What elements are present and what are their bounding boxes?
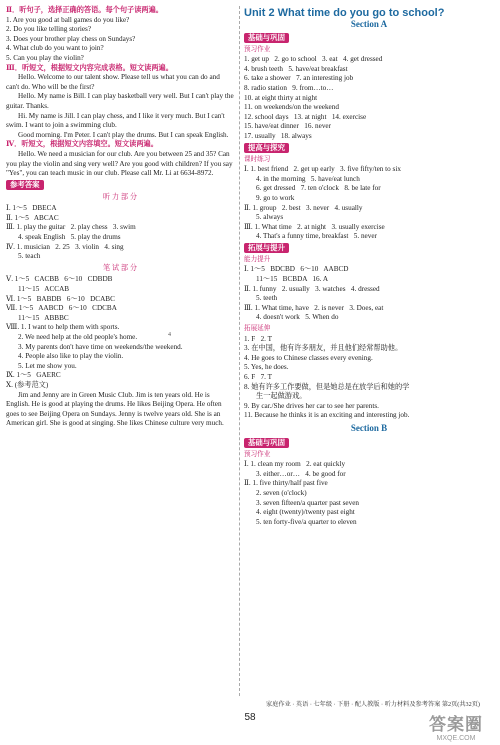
answer-line: Ⅲ. 1. What time, have 2. is never 3. Does, eat <box>244 303 384 312</box>
answer-line: 3. either…or… 4. be good for <box>256 469 346 478</box>
answer-line: Ⅱ. 1～5 ABCAC <box>6 213 59 222</box>
answer-line: 预习作业 <box>244 450 271 458</box>
answer-line: 5. Yes, he does. <box>244 363 289 372</box>
answer-line: Ⅲ. 1. play the guitar 2. play chess 3. swim <box>6 223 136 232</box>
answer-line: 11. Because he thinks it is an exciting and interesting job. <box>244 411 410 420</box>
answer-line: Ⅶ. 1～5 AABCD 6～10 CDCBA <box>6 304 117 313</box>
answer-line: Ⅲ. 1. What time 2. at night 3. usually exercise <box>244 222 385 231</box>
answer-line: 11～15 ABBBC <box>18 313 69 322</box>
answer-line: Ⅱ. 1. funny 2. usually 3. watches 4. dressed <box>244 284 380 293</box>
answer-line: 生一起做游戏。 <box>256 392 307 401</box>
section-badge: 提高与探究 <box>244 143 289 153</box>
answer-line: 6. get dressed 7. ten o'clock 8. be late for <box>256 184 381 193</box>
answer-line: 15. have/eat dinner 16. never <box>244 122 332 131</box>
answer-line: 8. 她有许多工作要做，但是她总是在放学后和她的学 <box>244 382 410 391</box>
answer-line: 6. F 7. T <box>244 373 273 381</box>
answer-line: 8. radio station 9. from…to… <box>244 83 334 92</box>
answer-line: Ⅰ. 1. clean my room 2. eat quickly <box>244 460 346 469</box>
answer-line: 4. He goes to Chinese classes every evening. <box>244 353 373 362</box>
section-b-answers <box>244 437 494 528</box>
answer-line: 1. get up 2. go to school 3. eat 4. get dressed <box>244 55 383 64</box>
watermark-logo <box>416 710 496 742</box>
answer-line: 听 力 部 分 <box>102 192 138 201</box>
answer-line: Good morning. I'm Peter. I can't play the drums. But I can speak English. <box>18 130 229 139</box>
answer-line: Hello. My name is Bill. I can play basketball very well. But I can't play the guitar. Thanks. <box>6 92 236 110</box>
answer-line: Hello. Welcome to our talent show. Please tell us what you can do and can't do. Who will be the first? <box>6 73 222 91</box>
answer-line: 笔 试 部 分 <box>102 263 138 272</box>
answer-line: 4. in the morning 5. have/eat lunch <box>256 174 360 183</box>
section-badge: 拓展与提升 <box>244 243 289 253</box>
answer-line: 5. Let me show you. <box>18 361 77 370</box>
answer-line: Jim and Jenny are in Green Music Club. Jim is ten years old. He is English. He is good at playing the drums. He likes Beijing Opera. He often goes to see Beijing Opera on Sundays. Jenny is twelve years old. She is an American girl. She is good at singing. She likes Chinese culture very much. <box>6 390 224 428</box>
section-a-answers <box>244 32 494 421</box>
answer-line: 4. That's a funny time, breakfast 5. never <box>256 232 377 241</box>
answer-line: 4. brush teeth 5. have/eat breakfast <box>244 64 348 73</box>
answer-line: 5. teeth <box>256 294 278 303</box>
answer-line: Ⅰ. 1. best friend 2. get up early 3. five fifty/ten to six <box>244 165 401 174</box>
answer-line: 1. Are you good at ball games do you like? <box>6 15 130 24</box>
answer-line: 9. go to work <box>256 193 295 202</box>
answer-line: Ⅱ. 1. group 2. best 3. never 4. usually <box>244 203 363 212</box>
answer-line: Ⅵ. 1～5 BABDB 6～10 DCABC <box>6 294 115 303</box>
answer-line: 4. eight (twenty)/twenty past eight <box>256 508 355 517</box>
answer-line: 4. What club do you want to join? <box>6 44 104 53</box>
answer-line: 6. take a shower 7. an interesting job <box>244 74 354 83</box>
answer-line: Ⅰ. 1～5 DBECA <box>6 204 57 213</box>
answer-line: 5. teach <box>18 252 41 261</box>
answer-line: Ⅷ. 1. I want to help them with sports. <box>6 323 120 332</box>
answer-line: 10. at eight thirty at night <box>244 93 318 102</box>
answer-line: Ⅰ. 1～5 BDCBD 6～10 AABCD <box>244 265 349 274</box>
unit-title: Unit 2 What time do you go to school? <box>244 7 445 19</box>
answer-line: Ⅹ. (参考范文) <box>6 380 49 389</box>
answer-line: 3. seven fifteen/a quarter past seven <box>256 498 359 507</box>
left-column <box>6 6 234 429</box>
answer-line: Hello. We need a musician for our club. Are you between 25 and 35? Can you play the violin and sing very well? Are you good with children? If you say "Yes", you can teach music in our club. Please call Mr. Li at 6634-8972. <box>6 149 235 178</box>
page-number: 58 <box>244 712 256 723</box>
answer-line: 预习作业 <box>244 45 271 53</box>
answer-line: 5. always <box>256 213 284 222</box>
answer-line: 12. school days 13. at night 14. exercise <box>244 112 367 121</box>
answer-line: 2. We need help at the old people's home. <box>18 333 138 341</box>
section-badge: 基础与巩固 <box>244 33 289 43</box>
answer-line: 5. Can you play the violin? <box>6 53 84 62</box>
small-mark: 4 <box>168 332 171 338</box>
section-b-heading: Section B <box>350 422 388 433</box>
question-heading: Ⅱ．听句子，选择正确的答语。每个句子读两遍。 <box>6 6 163 14</box>
answer-line: 3. Does your brother play chess on Sundays? <box>6 34 136 43</box>
answer-line: 5. ten forty-five/a quarter to eleven <box>256 517 357 526</box>
answer-line: 能力提升 <box>244 255 271 263</box>
watermark-text: 答案圈 <box>429 715 483 735</box>
answer-line: 17. usually 18. always <box>244 131 312 140</box>
answer-line: 4. doesn't work 5. When do <box>256 313 339 322</box>
answer-line: 2. Do you like telling stories? <box>6 25 92 34</box>
answer-line: 11. on weekends/on the weekend <box>244 103 339 112</box>
answer-line: Ⅱ. 1. five thirty/half past five <box>244 479 328 488</box>
answer-line: 1. F 2. T <box>244 334 273 343</box>
answer-line: Hi. My name is Jill. I can play chess, and I like it very much. But I can't swim. I want to join a swimming club. <box>6 111 227 130</box>
question-heading: Ⅲ．听短文，根据短文内容完成表格。短文读两遍。 <box>6 63 173 72</box>
answer-line: 拓展延伸 <box>244 325 271 333</box>
answer-line: 3. 在中国，他有许多朋友，并且他们经常帮助他。 <box>244 344 403 353</box>
right-column <box>244 6 494 527</box>
answer-line: 2. seven (o'clock) <box>256 488 307 497</box>
answer-line: 11～15 BCBDA 16. A <box>256 275 329 284</box>
answer-line: 4. speak English 5. play the drums <box>18 233 121 242</box>
answer-line: Ⅸ. 1～5 GAERC <box>6 371 61 380</box>
answer-line: 3. My parents don't have time on weekends/the weekend. <box>18 342 183 351</box>
question-heading: Ⅳ．听短文，根据短文内容填空。短文读两遍。 <box>6 140 158 149</box>
answer-line: 11～15 ACCAB <box>18 285 70 294</box>
section-badge: 基础与巩固 <box>244 438 289 448</box>
answer-line: 9. By car./She drives her car to see her parents. <box>244 401 379 410</box>
answer-line: Ⅳ. 1. musician 2. 25 3. violin 4. sing <box>6 242 124 251</box>
page-footer: 家庭作业 · 英语 · 七年级 · 下册 · 配人教版 · 听力材料及参考答案 第2页(共32页) <box>266 701 480 708</box>
section-a-heading: Section A <box>350 19 388 29</box>
watermark-url: MXQE.COM <box>436 735 476 742</box>
answer-line: Ⅴ. 1～5 CACBB 6～10 CDBDB <box>6 275 113 284</box>
section-badge: 参考答案 <box>6 180 44 190</box>
answer-line: 课时练习 <box>244 155 271 163</box>
answer-line: 4. People also like to play the violin. <box>18 352 124 361</box>
column-divider <box>239 6 240 696</box>
